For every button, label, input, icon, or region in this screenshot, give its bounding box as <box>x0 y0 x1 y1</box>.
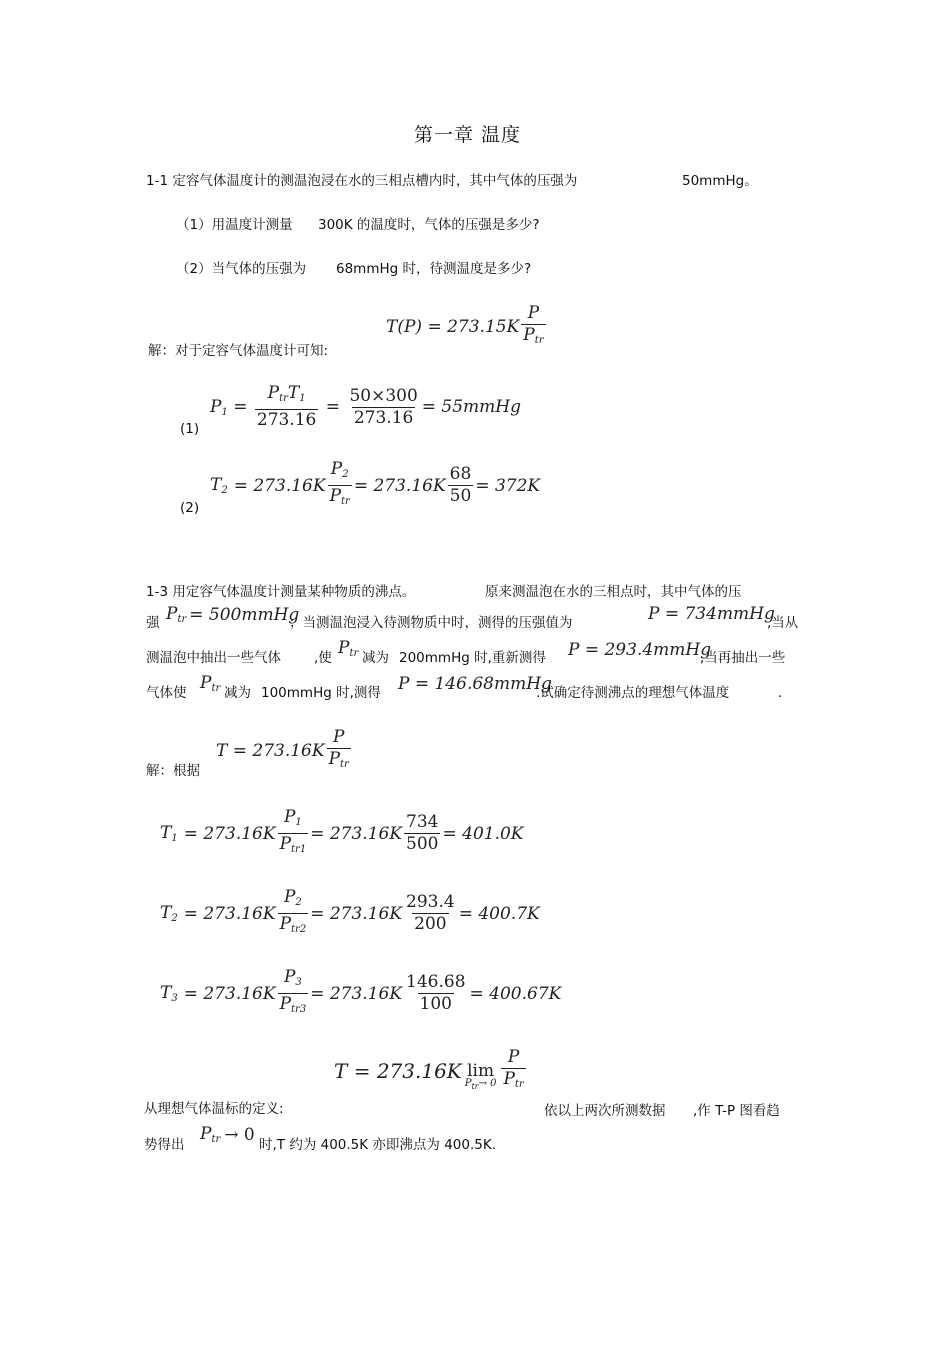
question-1-part-b: 300K 的温度时，气体的压强是多少? <box>318 217 540 233</box>
problem-1-3-line4d: .试确定待测沸点的理想气体温度 <box>536 685 730 701</box>
conclusion-b: 时,T 约为 400.5K 亦即沸点为 400.5K. <box>259 1137 496 1153</box>
eq-t3-frac-2 <box>404 973 467 1014</box>
formula-tp-den-p: P <box>523 325 535 345</box>
eq-t1-lhs-t: T <box>160 823 172 843</box>
eq2-lhs-t: T <box>210 475 222 495</box>
formula-limit-lim-text: lim <box>467 1060 495 1081</box>
eq-t1-frac-2-num: 734 <box>406 812 439 832</box>
equation-2 <box>210 460 540 511</box>
eq-t3-frac-1-num <box>282 968 304 993</box>
eq-t2-frac-1-num <box>282 888 304 913</box>
inline-ptr-500-sym: $P_{tr}$ <box>166 604 187 625</box>
eq-t1-frac-2 <box>404 813 440 854</box>
eq-t1-n1-sub: 1 <box>295 817 302 828</box>
eq1-lhs <box>210 397 228 418</box>
eq2-n1-sub: 2 <box>342 469 349 480</box>
eq1-frac-2-num: 50×300 <box>349 385 418 406</box>
formula-limit-lim-sub-tr: tr <box>471 1081 479 1091</box>
eq-t2-d1-sub: tr2 <box>291 924 307 935</box>
eq-t3-k: = 273.16K <box>183 983 276 1004</box>
eq-t1-frac-2-den: 500 <box>406 834 439 854</box>
problem-1-3-line3c: 减为 <box>362 650 389 666</box>
problem-1-1-pressure: 50mmHg。 <box>682 173 758 189</box>
question-1-part-a: （1）用温度计测量 <box>176 217 293 233</box>
eq-t3-n1: P <box>283 967 296 987</box>
eq-t2-lhs-t: T <box>160 903 172 923</box>
equation-1: $P_1$ = $\frac{P_{tr}T_1}{273.16}$ = $\frac{50\times 300}{273.16}$ = 55mmHg <box>210 383 521 430</box>
formula-t-basic-den-sub: tr <box>340 759 349 770</box>
formula-limit-lim-arrow: → 0 <box>478 1077 497 1089</box>
formula-t-basic-den-p: P <box>328 749 341 769</box>
problem-1-3-line2c: ,当从 <box>767 615 799 631</box>
eq-t2-frac-1-den: $P_{tr2}$ <box>278 913 309 939</box>
definition-text-3: ,作 T-P 图看趋 <box>693 1103 780 1119</box>
problem-1-3-line3e: ,当再抽出一些 <box>700 650 786 666</box>
eq-t3-frac-2-num: 146.68 <box>406 972 466 992</box>
formula-limit-lim-sub-p: P <box>464 1077 472 1089</box>
inline-ptr-to-zero-sym: $P_{tr}$ <box>200 1124 221 1145</box>
eq-t3-d1-sub: tr3 <box>291 1004 307 1015</box>
formula-tp <box>386 304 548 350</box>
eq-t1-lhs-sub: 1 <box>171 833 178 844</box>
eq-t3-lhs-sub: 3 <box>171 993 178 1004</box>
eq1-frac-1-den: 273.16 <box>256 410 317 430</box>
eq-t2-frac-2-den: 200 <box>414 914 447 934</box>
chapter-title: 第一章 温度 <box>414 124 522 146</box>
inline-p-146: P = 146.68mmHg <box>398 674 552 694</box>
eq2-frac-1-den <box>328 485 352 511</box>
conclusion-a: 势得出 <box>144 1137 185 1153</box>
problem-1-3-line3b: ,使 <box>314 650 332 666</box>
question-2-part-b: 68mmHg 时，待测温度是多少? <box>336 261 532 277</box>
eq2-frac-2-num: 68 <box>449 464 472 484</box>
inline-ptr-sym-2: $P_{tr}$ <box>200 673 221 694</box>
eq1-frac-2 <box>347 387 419 428</box>
formula-limit-den <box>501 1068 525 1094</box>
eq2-frac-1 <box>328 460 352 511</box>
eq-t2-lhs-sub: 2 <box>171 913 178 924</box>
solution-1-intro: 解：对于定容气体温度计可知: <box>148 343 329 359</box>
eq1-rhs: = 55mmHg <box>421 397 521 417</box>
inline-ptr-to-zero-arrow: → 0 <box>224 1124 255 1145</box>
question-2-part-a: （2）当气体的压强为 <box>176 261 307 277</box>
problem-1-3-line4e: . <box>778 685 783 701</box>
eq-t1-n1: P <box>283 807 296 827</box>
eq2-n1: P <box>330 459 343 479</box>
eq-t1-k: = 273.16K <box>183 823 276 844</box>
formula-limit-num: P <box>507 1047 520 1067</box>
inline-ptr-to-zero <box>200 1124 255 1145</box>
eq-t1-frac-1-num <box>282 808 304 833</box>
eq-t2-k2: = 273.16K <box>310 903 403 924</box>
equation-t1 <box>160 808 524 859</box>
eq2-d1-sub: tr <box>341 496 350 507</box>
inline-p-734: P = 734mmHg <box>648 604 775 624</box>
eq1-lhs-p: P <box>210 396 222 417</box>
eq-t3-n1-sub: 3 <box>295 977 302 988</box>
eq2-k2: = 273.16K <box>353 475 446 496</box>
eq-t3-lhs-t: T <box>160 983 172 1003</box>
problem-1-3-line4b: 减为 <box>224 685 251 701</box>
problem-1-3-line3d: 200mmHg 时,重新测得 <box>399 650 546 666</box>
problem-1-1-statement: 1-1 定容气体温度计的测温泡浸在水的三相点槽内时，其中气体的压强为 <box>146 173 578 189</box>
problem-1-3-line1a: 1-3 用定容气体温度计测量某种物质的沸点。 <box>146 584 416 600</box>
eq-t3-k2: = 273.16K <box>310 983 403 1004</box>
eq1-frac-1-num <box>266 384 308 409</box>
eq1-n1-sub: tr <box>279 393 288 404</box>
eq1-frac-1 <box>255 384 318 430</box>
equation-t3 <box>160 968 561 1019</box>
formula-limit-den-p: P <box>503 1069 515 1089</box>
eq2-lhs-sub: 2 <box>221 485 228 496</box>
inline-p-293: P = 293.4mmHg <box>568 640 712 660</box>
problem-1-3-line2a: 强 <box>146 615 160 631</box>
eq-t1-k2: = 273.16K <box>310 823 403 844</box>
eq2-lhs <box>210 475 228 496</box>
formula-t-basic-frac <box>327 728 351 774</box>
eq2-frac-2 <box>448 465 474 506</box>
eq-t2-lhs <box>160 903 178 924</box>
eq2-frac-1-num <box>329 460 351 485</box>
inline-ptr-sym-1: $P_{tr}$ <box>338 638 359 659</box>
formula-limit-den-sub: tr <box>514 1079 524 1090</box>
eq-t2-k: = 273.16K <box>183 903 276 924</box>
formula-t-basic-num: P <box>332 727 345 747</box>
eq-t3-frac-2-den: 100 <box>419 994 452 1014</box>
definition-text-2: 依以上两次所测数据 <box>544 1103 666 1119</box>
formula-tp-lhs: T(P) = 273.15K <box>386 317 520 337</box>
problem-1-3-line2b: ；当测温泡浸入待测物质中时，测得的压强值为 <box>289 615 573 631</box>
formula-tp-den <box>521 324 545 350</box>
eq-t2-rhs: = 400.7K <box>458 903 540 924</box>
problem-1-3-line4c: 100mmHg 时,测得 <box>261 685 381 701</box>
eq-t1-rhs: = 401.0K <box>442 823 524 844</box>
formula-tp-frac <box>521 304 545 350</box>
eq-t2-frac-1 <box>278 888 309 939</box>
eq2-frac-2-den: 50 <box>449 486 472 506</box>
eq1-n1b-sub: 1 <box>299 393 306 404</box>
problem-1-3-line1b: 原来测温泡在水的三相点时，其中气体的压 <box>485 584 742 600</box>
eq-t1-d1-sub: tr1 <box>291 844 307 855</box>
eq1-frac-2-den: 273.16 <box>353 407 414 428</box>
formula-t-basic-den <box>327 748 351 774</box>
eq-t2-n1-sub: 2 <box>295 897 302 908</box>
equation-2-number: (2) <box>180 500 200 516</box>
eq-t3-frac-1 <box>278 968 309 1019</box>
formula-t-basic <box>216 728 353 774</box>
formula-limit-lhs: T = 273.16K <box>334 1059 462 1083</box>
inline-ptr-500-val: = 500mmHg <box>189 604 300 625</box>
formula-tp-den-sub: tr <box>534 335 544 346</box>
equation-1-number: (1) <box>180 421 200 437</box>
eq-t1-lhs <box>160 823 178 844</box>
eq-t3-rhs: = 400.67K <box>469 983 562 1004</box>
formula-limit-lim-sub <box>465 1079 497 1092</box>
definition-text: 从理想气体温标的定义: <box>144 1101 284 1117</box>
formula-tp-num: P <box>527 303 540 323</box>
eq-t3-frac-1-den: $P_{tr3}$ <box>278 993 309 1019</box>
eq1-n1b: T <box>287 383 300 403</box>
eq2-rhs: = 372K <box>475 475 541 496</box>
eq-t1-frac-1-den: $P_{tr1}$ <box>278 833 309 859</box>
formula-limit <box>334 1048 528 1094</box>
eq-t1-frac-1 <box>278 808 309 859</box>
inline-ptr-500 <box>166 604 299 625</box>
formula-limit-frac <box>501 1048 525 1094</box>
eq1-lhs-sub: 1 <box>221 406 228 418</box>
eq-t2-n1: P <box>283 887 296 907</box>
eq1-n1: P <box>267 383 280 403</box>
eq-t2-frac-2-num: 293.4 <box>406 892 455 912</box>
solution-3-intro: 解：根据 <box>146 763 200 779</box>
problem-1-3-line3a: 测温泡中抽出一些气体 <box>146 650 281 666</box>
eq-t2-frac-2 <box>404 893 457 934</box>
formula-t-basic-lhs: T = 273.16K <box>216 741 325 761</box>
eq2-k: = 273.16K <box>233 475 326 496</box>
equation-t2 <box>160 888 540 939</box>
eq2-d1: P <box>329 486 342 506</box>
problem-1-3-line4a: 气体使 <box>146 685 187 701</box>
formula-limit-lim <box>465 1051 497 1092</box>
eq-t3-lhs <box>160 983 178 1004</box>
